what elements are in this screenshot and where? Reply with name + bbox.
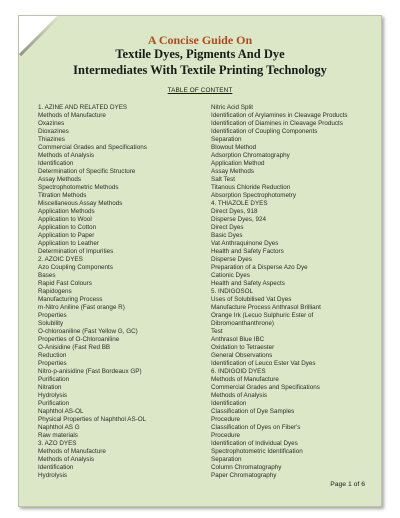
toc-entry: Methods of Analysis — [38, 152, 95, 159]
toc-entry: Methods of Manufacture — [38, 112, 106, 119]
toc-entry: Basic Dyes — [211, 232, 243, 239]
toc-entry: Purification — [38, 400, 70, 407]
toc-entry: Identification — [211, 400, 247, 407]
toc-entry: Procedure — [211, 432, 241, 439]
toc-entry: Raw materials — [38, 432, 78, 439]
toc-entry: Rapidogens — [38, 288, 72, 295]
toc-entry: Test — [211, 328, 223, 335]
toc-entry: Nitric Acid Split — [211, 104, 253, 111]
document-page — [18, 15, 382, 507]
toc-entry: Naphthol AS G — [38, 424, 80, 431]
toc-entry: Orange Irk (Lecuo Sulphuric Ester of — [211, 312, 314, 319]
toc-entry: Application Method — [211, 160, 265, 167]
document-title-line-2: Intermediates With Textile Printing Technology — [73, 62, 327, 77]
toc-entry: Bases — [38, 272, 56, 279]
toc-heading: TABLE OF CONTENT — [167, 87, 233, 94]
toc-entry: Titanous Chloride Reduction — [211, 184, 291, 191]
toc-entry: Nitration — [38, 384, 62, 391]
toc-right-column — [211, 104, 373, 480]
toc-entry: Properties — [38, 312, 67, 319]
toc-entry: Methods of Analysis — [211, 392, 268, 399]
toc-entry: Direct Dyes — [211, 224, 244, 231]
toc-entry: Anthrasol Blue IBC — [211, 336, 265, 343]
toc-entry: Properties of O-Chloroaniline — [38, 336, 120, 343]
toc-entry: Application to Wool — [38, 216, 92, 223]
toc-entry: Physical Properties of Naphthol AS-OL — [38, 416, 147, 423]
toc-entry: Rapid Fast Colours — [38, 280, 92, 287]
toc-entry: Application to Cotton — [38, 224, 97, 231]
toc-entry: Spectrophotometric Identification — [211, 448, 303, 455]
toc-entry: Identification of Coupling Components — [211, 128, 318, 135]
toc-entry: Oxidation to Tetraester — [211, 344, 275, 351]
toc-entry: Oxazines — [38, 120, 65, 127]
toc-entry: Cationic Dyes — [211, 272, 250, 279]
toc-entry: Adsorption Chromatography — [211, 152, 290, 159]
toc-entry: Commercial Grades and Specifications — [38, 144, 147, 151]
toc-entry: Thiazines — [38, 136, 65, 143]
toc-entry: m-Nitro Aniline (Fast orange R) — [38, 304, 125, 311]
toc-entry: Assay Methods — [211, 168, 255, 175]
toc-entry: Identification of Individual Dyes — [211, 440, 298, 447]
toc-entry: General Observations — [211, 352, 273, 359]
toc-entry: Disperse Dyes, 924 — [211, 216, 266, 223]
toc-entry: O-Anisidine (Fast Red BB — [38, 344, 111, 351]
toc-entry: 1. AZINE AND RELATED DYES — [38, 104, 128, 111]
toc-entry: Salt Test — [211, 176, 236, 183]
toc-entry: Blowout Method — [211, 144, 257, 151]
toc-entry: Spectrophotometric Methods — [38, 184, 119, 191]
toc-entry: Dibromoanthanthrone) — [211, 320, 275, 327]
toc-entry: Classification of Dyes on Fiber's — [211, 424, 301, 431]
toc-entry: 4. THIAZOLE DYES — [211, 200, 268, 207]
toc-entry: Methods of Manufacture — [38, 448, 106, 455]
toc-entry: Identification of Diamines in Cleavage Products — [211, 120, 343, 127]
toc-entry: Classification of Dye Samples — [211, 408, 295, 415]
toc-entry: Properties — [38, 360, 67, 367]
document-header — [19, 33, 381, 78]
toc-entry: Separation — [211, 136, 242, 143]
toc-entry: Health and Safety Aspects — [211, 280, 285, 287]
toc-entry: Absorption Spectrophotometry — [211, 192, 297, 199]
toc-entry: Identification — [38, 160, 74, 167]
toc-entry: Column Chromatography — [211, 464, 282, 471]
toc-entry: Determination of Impurities — [38, 248, 114, 255]
toc-entry: Application to Paper — [38, 232, 95, 239]
toc-entry: Paper Chromatography — [211, 472, 277, 479]
toc-entry: Identification of Arylamines in Cleavage Products — [211, 112, 348, 119]
toc-entry: 5. INDIGOSOL — [211, 288, 253, 295]
toc-entry: Methods of Manufacture — [211, 376, 279, 383]
toc-entry: Identification — [38, 464, 74, 471]
toc-entry: Identification of Leuco Ester Vat Dyes — [211, 360, 316, 367]
toc-entry: Manufacturing Process — [38, 296, 103, 303]
toc-entry: Titration Methods — [38, 192, 87, 199]
toc-entry: Assay Methods — [38, 176, 82, 183]
toc-entry: Disperse Dyes — [211, 256, 252, 263]
toc-entry: Separation — [211, 456, 242, 463]
toc-left-column — [38, 104, 206, 480]
toc-entry: Application to Leather — [38, 240, 99, 247]
toc-entry: 2. AZOIC DYES — [38, 256, 83, 263]
toc-entry: Procedure — [211, 416, 241, 423]
toc-entry: Naphthol AS-OL — [38, 408, 84, 415]
toc-entry: Hydrolysis — [38, 472, 68, 479]
toc-entry: Determination of Specific Structure — [38, 168, 136, 175]
toc-entry: Nitro-p-anisidine (Fast Bordeaux GP) — [38, 368, 142, 375]
toc-entry: Azo Coupling Components — [38, 264, 113, 271]
document-title-line-1: Textile Dyes, Pigments And Dye — [115, 47, 285, 61]
toc-entry: Direct Dyes, 918 — [211, 208, 258, 215]
toc-entry: O-chloroaniline (Fast Yellow G, GC) — [38, 328, 138, 335]
toc-entry: Purification — [38, 376, 70, 383]
toc-entry: Application Methods — [38, 208, 95, 215]
toc-entry: Methods of Analysis — [38, 456, 95, 463]
document-subtitle: A Concise Guide On — [147, 33, 253, 47]
toc-entry: Reduction — [38, 352, 67, 359]
page-number: Page 1 of 6 — [330, 481, 365, 488]
toc-entry: Preparation of a Disperse Azo Dye — [211, 264, 308, 271]
toc-entry: Uses of Solubilised Vat Dyes — [211, 296, 292, 303]
toc-entry: Solubility — [38, 320, 64, 327]
toc-entry: Health and Safety Factors — [211, 248, 284, 255]
toc-entry: Miscellaneous Assay Methods — [38, 200, 123, 207]
toc-entry: Vat Anthraquinone Dyes — [211, 240, 279, 247]
toc-entry: Commercial Grades and Specifications — [211, 384, 320, 391]
toc-entry: 6. INDIGOID DYES — [211, 368, 266, 375]
toc-entry: Hydrolysis — [38, 392, 68, 399]
toc-entry: 3. AZO DYES — [38, 440, 77, 447]
toc-entry: Dioxazines — [38, 128, 69, 135]
toc-entry: Manufacture Process Anthrasol Brilliant — [211, 304, 321, 311]
